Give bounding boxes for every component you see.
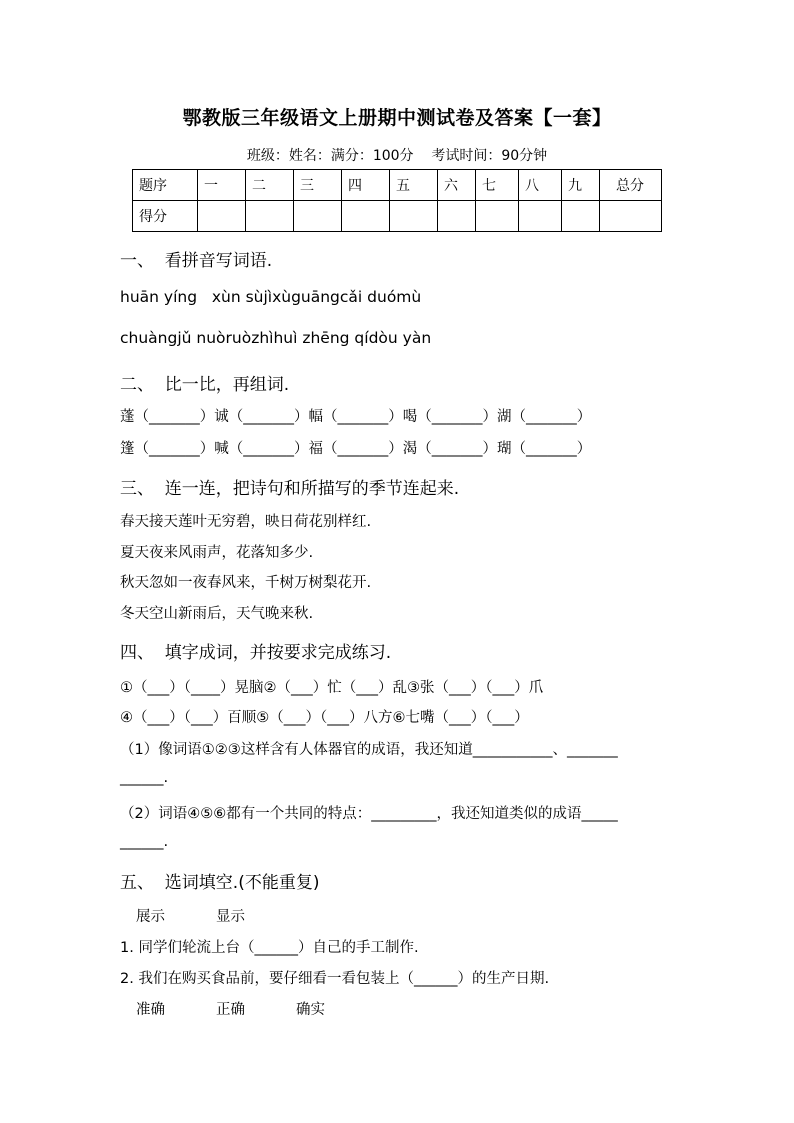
word-choice: 正确 <box>216 1002 245 1018</box>
score-cell[interactable] <box>519 201 562 232</box>
header-cell: 七 <box>476 170 519 201</box>
header-cell: 三 <box>294 170 342 201</box>
header-cell: 总分 <box>600 170 662 201</box>
word-choice: 准确 <box>136 1002 165 1018</box>
score-cell[interactable] <box>476 201 519 232</box>
poem-line: 秋天忽如一夜春风来，千树万树梨花开. <box>120 575 372 591</box>
poem-line: 夏天夜来风雨声，花落知多少. <box>120 545 314 561</box>
score-table <box>132 169 662 232</box>
question-line: ______. <box>120 770 169 786</box>
word-choice: 显示 <box>216 909 245 925</box>
fill-line: ④（___）（___）百顺⑤（___）（___）八方⑥七嘴（___）（___） <box>120 710 529 726</box>
header-cell: 题序 <box>133 170 198 201</box>
header-cell: 六 <box>438 170 476 201</box>
header-cell: 一 <box>198 170 246 201</box>
question-line: （2）词语④⑤⑥都有一个共同的特点：_________，我还知道类似的成语_____ <box>120 806 618 822</box>
score-cell[interactable] <box>600 201 662 232</box>
score-cell[interactable] <box>562 201 600 232</box>
score-cell[interactable] <box>390 201 438 232</box>
fill-sentence: 1. 同学们轮流上台（______）自己的手工制作. <box>120 940 419 956</box>
word-choice: 展示 <box>136 909 165 925</box>
section-1-heading: 一、 看拼音写词语. <box>120 251 273 271</box>
pinyin-line: chuàngjǔ nuòruòzhìhuì zhēng qídòu yàn <box>120 329 432 347</box>
score-row-label: 得分 <box>133 201 198 232</box>
header-cell: 二 <box>246 170 294 201</box>
page-title: 鄂教版三年级语文上册期中测试卷及答案【一套】 <box>182 107 612 129</box>
score-table-header-row <box>133 170 662 201</box>
score-table-score-row <box>133 201 662 232</box>
section-5-heading: 五、 选词填空.(不能重复) <box>120 873 320 893</box>
fill-sentence: 2. 我们在购买食品前，要仔细看一看包装上（______）的生产日期. <box>120 971 550 987</box>
question-line: （1）像词语①②③这样含有人体器官的成语，我还知道___________、_______ <box>120 742 618 758</box>
compare-line: 篷（_______）喊（_______）福（_______）渴（_______）瑚（_______） <box>120 441 592 457</box>
header-cell: 四 <box>342 170 390 201</box>
section-2-heading: 二、 比一比，再组词. <box>120 375 290 395</box>
poem-line: 冬天空山新雨后，天气晚来秋. <box>120 606 314 622</box>
poem-line: 春天接天莲叶无穷碧，映日荷花别样红. <box>120 514 372 530</box>
score-cell[interactable] <box>246 201 294 232</box>
compare-line: 蓬（_______）诚（_______）幅（_______）喝（_______）湖（_______） <box>120 409 592 425</box>
fill-line: ①（___）（____）晃脑②（___）忙（___）乱③张（___）（___）爪 <box>120 680 544 696</box>
score-cell[interactable] <box>342 201 390 232</box>
header-cell: 五 <box>390 170 438 201</box>
pinyin-line: huān yíng xùn sùjìxùguāngcǎi duómù <box>120 288 422 306</box>
word-choice: 确实 <box>296 1002 325 1018</box>
header-cell: 八 <box>519 170 562 201</box>
score-cell[interactable] <box>294 201 342 232</box>
score-cell[interactable] <box>438 201 476 232</box>
score-cell[interactable] <box>198 201 246 232</box>
section-3-heading: 三、 连一连，把诗句和所描写的季节连起来. <box>120 479 460 499</box>
header-cell: 九 <box>562 170 600 201</box>
exam-info: 班级：姓名：满分：100分 考试时间：90分钟 <box>246 148 548 164</box>
question-line: ______. <box>120 834 169 850</box>
section-4-heading: 四、 填字成词，并按要求完成练习. <box>120 643 392 663</box>
